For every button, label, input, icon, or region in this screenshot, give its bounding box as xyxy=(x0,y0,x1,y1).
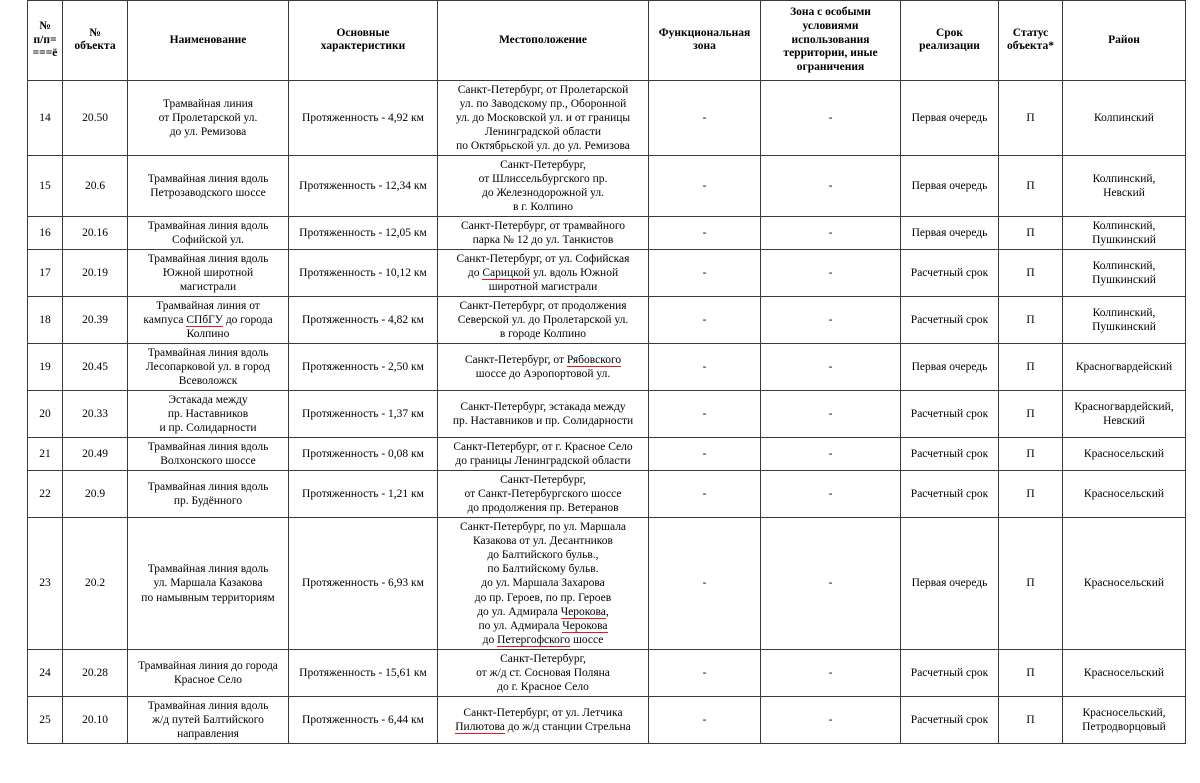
cell-location xyxy=(438,297,649,344)
cell-line: Невский xyxy=(1103,187,1145,200)
cell-district xyxy=(1063,156,1186,217)
cell-text: Санкт-Петербург, по ул. Маршала xyxy=(459,521,627,534)
cell-line xyxy=(441,633,645,647)
column-header-name xyxy=(128,1,289,81)
column-header-line: Функциональная xyxy=(658,26,751,39)
cell-characteristics xyxy=(289,156,438,217)
cell-row-number: 23 xyxy=(28,518,63,649)
cell-object-status: П xyxy=(999,156,1063,217)
cell-line xyxy=(441,619,645,633)
cell-line xyxy=(441,266,645,280)
cell-line: в городе Колпино xyxy=(499,328,587,341)
cell-object-status: П xyxy=(999,297,1063,344)
table-body xyxy=(28,80,1186,743)
cell-line: ул. Маршала Казакова xyxy=(153,577,263,590)
cell-row-number: 18 xyxy=(28,297,63,344)
cell-special-conditions-zone: - xyxy=(761,250,901,297)
cell-line: Трамвайная линия вдоль xyxy=(147,220,269,233)
cell-object-number: 20.2 xyxy=(63,518,128,649)
cell-object-name xyxy=(128,391,289,438)
cell-object-name xyxy=(128,471,289,518)
cell-row-number: 16 xyxy=(28,217,63,250)
cell-line: до ул. Ремизова xyxy=(169,126,247,139)
cell-line: магистрали xyxy=(179,281,237,294)
cell-line: Софийской ул. xyxy=(172,234,244,247)
cell-line: Протяженность - 0,08 км xyxy=(302,448,424,461)
cell-line: Трамвайная линия вдоль xyxy=(147,441,269,454)
column-header-char xyxy=(289,1,438,81)
column-header-line: Район xyxy=(1108,33,1140,46)
cell-line: Колпинский, xyxy=(1092,260,1156,273)
cell-line: Красносельский, xyxy=(1082,706,1166,719)
cell-special-conditions-zone: - xyxy=(761,80,901,155)
cell-line: от Санкт-Петербургского шоссе xyxy=(464,488,622,501)
cell-special-conditions-zone: - xyxy=(761,344,901,391)
cell-line: Невский xyxy=(1103,415,1145,428)
cell-object-name xyxy=(128,80,289,155)
cell-line: Санкт-Петербург, от Пролетарской xyxy=(457,83,629,96)
table-row xyxy=(28,80,1186,155)
cell-text: до xyxy=(467,267,483,280)
cell-object-number: 20.39 xyxy=(63,297,128,344)
cell-line: парка № 12 до ул. Танкистов xyxy=(472,234,614,247)
cell-line: Красное Село xyxy=(173,673,243,686)
cell-functional-zone: - xyxy=(649,696,761,743)
cell-line: Санкт-Петербург, от трамвайного xyxy=(460,220,625,233)
cell-object-name xyxy=(128,156,289,217)
table-row xyxy=(28,250,1186,297)
table-row xyxy=(28,518,1186,649)
cell-location xyxy=(438,391,649,438)
column-header-line: использования xyxy=(791,33,870,46)
cell-functional-zone: - xyxy=(649,471,761,518)
cell-line: Северской ул. до Пролетарской ул. xyxy=(457,314,629,327)
cell-object-name xyxy=(128,438,289,471)
cell-line: по Октябрьской ул. до ул. Ремизова xyxy=(456,140,630,153)
column-header-line: Основные xyxy=(336,26,390,39)
cell-object-name xyxy=(128,649,289,696)
cell-functional-zone: - xyxy=(649,391,761,438)
table-row xyxy=(28,217,1186,250)
cell-text: до ж/д станции Стрельна xyxy=(504,720,631,733)
column-header-line: характеристики xyxy=(320,40,406,53)
cell-special-conditions-zone: - xyxy=(761,471,901,518)
cell-characteristics xyxy=(289,80,438,155)
cell-line: ж/д путей Балтийского xyxy=(152,713,264,726)
cell-object-name xyxy=(128,696,289,743)
cell-line: Колпинский, xyxy=(1092,220,1156,233)
cell-row-number: 24 xyxy=(28,649,63,696)
cell-functional-zone: - xyxy=(649,649,761,696)
cell-line: Пушкинский xyxy=(1092,321,1156,334)
column-header-line: п/п= xyxy=(33,33,57,46)
cell-implementation-term: Расчетный срок xyxy=(901,391,999,438)
cell-text: , xyxy=(605,605,609,618)
cell-line xyxy=(441,520,645,534)
cell-implementation-term: Расчетный срок xyxy=(901,471,999,518)
cell-line xyxy=(441,591,645,605)
spellcheck-underlined-word: Петергофского xyxy=(497,633,571,646)
cell-line: Трамвайная линия до города xyxy=(138,659,278,672)
cell-line: Пушкинский xyxy=(1092,274,1156,287)
cell-line: Санкт-Петербург, от г. Красное Село xyxy=(453,441,633,454)
cell-line: и пр. Солидарности xyxy=(159,422,257,435)
cell-location xyxy=(438,250,649,297)
column-header-obj xyxy=(63,1,128,81)
cell-row-number: 25 xyxy=(28,696,63,743)
spellcheck-underlined-word: Пилютова xyxy=(455,720,505,733)
cell-line: до Железнодорожной ул. xyxy=(482,187,604,200)
cell-line: Пушкинский xyxy=(1092,234,1156,247)
cell-line: Протяженность - 10,12 км xyxy=(299,267,427,280)
column-header-line: условиями xyxy=(802,19,859,32)
cell-text: до пр. Героев, по пр. Героев xyxy=(474,591,612,604)
cell-line: Красногвардейский, xyxy=(1074,401,1174,414)
cell-characteristics xyxy=(289,297,438,344)
cell-location xyxy=(438,156,649,217)
cell-object-status: П xyxy=(999,344,1063,391)
cell-text: Санкт-Петербург, от ул. Софийская xyxy=(456,253,630,266)
cell-line: Красносельский xyxy=(1083,448,1165,461)
cell-text: до Балтийского бульв., xyxy=(487,549,599,562)
cell-object-number: 20.45 xyxy=(63,344,128,391)
cell-line xyxy=(131,299,285,313)
cell-line: Красногвардейский xyxy=(1075,361,1173,374)
cell-functional-zone: - xyxy=(649,518,761,649)
column-header-line: реализации xyxy=(919,40,980,53)
cell-line: Санкт-Петербург, xyxy=(500,474,586,487)
cell-characteristics xyxy=(289,250,438,297)
cell-functional-zone: - xyxy=(649,344,761,391)
cell-characteristics xyxy=(289,217,438,250)
cell-characteristics xyxy=(289,649,438,696)
column-header-line: Зона с особыми xyxy=(790,6,871,18)
table-row xyxy=(28,696,1186,743)
cell-line: Протяженность - 1,21 км xyxy=(302,488,424,501)
cell-object-status: П xyxy=(999,696,1063,743)
planned-objects-table xyxy=(27,0,1186,744)
cell-special-conditions-zone: - xyxy=(761,391,901,438)
cell-line: ул. по Заводскому пр., Оборонной xyxy=(459,98,627,110)
cell-location xyxy=(438,471,649,518)
table-header xyxy=(28,1,1186,81)
cell-line: Протяженность - 12,05 км xyxy=(299,227,427,240)
cell-implementation-term: Первая очередь xyxy=(901,518,999,649)
cell-line xyxy=(441,534,645,548)
cell-text: до ул. Маршала Захарова xyxy=(481,577,605,590)
cell-location xyxy=(438,438,649,471)
cell-line: Эстакада между xyxy=(168,394,248,407)
cell-district xyxy=(1063,696,1186,743)
cell-characteristics xyxy=(289,344,438,391)
cell-functional-zone: - xyxy=(649,80,761,155)
cell-text: кампуса xyxy=(143,314,187,327)
cell-line: Колпинский, xyxy=(1092,307,1156,320)
cell-district xyxy=(1063,297,1186,344)
cell-row-number: 17 xyxy=(28,250,63,297)
cell-line: Санкт-Петербург, эстакада между xyxy=(460,401,626,414)
cell-line: пр. Наставников и пр. Солидарности xyxy=(452,415,634,428)
cell-district xyxy=(1063,649,1186,696)
cell-line: Красносельский xyxy=(1083,666,1165,679)
cell-special-conditions-zone: - xyxy=(761,156,901,217)
cell-line: пр. Будённого xyxy=(173,495,243,508)
cell-district xyxy=(1063,471,1186,518)
cell-implementation-term: Первая очередь xyxy=(901,156,999,217)
cell-implementation-term: Расчетный срок xyxy=(901,696,999,743)
cell-text: шоссе xyxy=(570,633,604,646)
cell-line: до границы Ленинградской области xyxy=(455,455,631,468)
cell-line: Трамвайная линия вдоль xyxy=(147,173,269,186)
table-row xyxy=(28,156,1186,217)
cell-location xyxy=(438,217,649,250)
cell-line: Трамвайная линия вдоль xyxy=(147,481,269,494)
cell-line: от ж/д ст. Сосновая Поляна xyxy=(476,666,610,679)
cell-line: Протяженность - 4,92 км xyxy=(302,112,424,125)
cell-district xyxy=(1063,344,1186,391)
column-header-status xyxy=(999,1,1063,81)
cell-characteristics xyxy=(289,438,438,471)
column-header-line: № xyxy=(89,26,101,39)
cell-line xyxy=(441,280,645,294)
cell-line xyxy=(131,327,285,341)
cell-text: Санкт-Петербург, от ул. Летчика xyxy=(463,706,623,719)
cell-line: Красносельский xyxy=(1083,488,1165,501)
cell-object-status: П xyxy=(999,649,1063,696)
cell-text: до ул. Адмирала xyxy=(477,605,561,618)
table-row xyxy=(28,344,1186,391)
cell-line: направления xyxy=(177,727,239,740)
column-header-line: объекта* xyxy=(1007,40,1054,53)
cell-functional-zone: - xyxy=(649,438,761,471)
cell-line xyxy=(131,313,285,327)
cell-text: до xyxy=(482,633,498,646)
cell-object-number: 20.9 xyxy=(63,471,128,518)
cell-line: ул. до Московской ул. и от границы xyxy=(455,112,631,125)
cell-implementation-term: Первая очередь xyxy=(901,80,999,155)
cell-functional-zone: - xyxy=(649,217,761,250)
cell-text: широтной магистрали xyxy=(488,281,598,294)
table-row xyxy=(28,391,1186,438)
cell-special-conditions-zone: - xyxy=(761,297,901,344)
cell-text: по ул. Адмирала xyxy=(478,619,563,632)
cell-line xyxy=(441,252,645,266)
column-header-line: территории, иные xyxy=(783,47,878,60)
cell-row-number: 14 xyxy=(28,80,63,155)
cell-functional-zone: - xyxy=(649,297,761,344)
column-header-loc xyxy=(438,1,649,81)
cell-line xyxy=(441,367,645,381)
cell-district xyxy=(1063,391,1186,438)
column-header-district xyxy=(1063,1,1186,81)
cell-line xyxy=(441,576,645,590)
cell-line: Протяженность - 2,50 км xyxy=(302,361,424,374)
cell-district xyxy=(1063,217,1186,250)
cell-line: Волхонского шоссе xyxy=(160,455,256,468)
column-header-line: Наименование xyxy=(169,33,247,46)
cell-line: Трамвайная линия вдоль xyxy=(147,563,269,576)
cell-location xyxy=(438,344,649,391)
cell-object-name xyxy=(128,297,289,344)
cell-row-number: 15 xyxy=(28,156,63,217)
spellcheck-underlined-word: Черокова xyxy=(562,619,608,632)
cell-line: до г. Красное Село xyxy=(497,680,589,693)
cell-characteristics xyxy=(289,696,438,743)
cell-text: шоссе до Аэропортовой ул. xyxy=(475,368,611,381)
cell-object-status: П xyxy=(999,217,1063,250)
cell-functional-zone: - xyxy=(649,156,761,217)
cell-line: Протяженность - 1,37 км xyxy=(302,408,424,421)
cell-line: Протяженность - 4,82 км xyxy=(302,314,424,327)
cell-location xyxy=(438,518,649,649)
cell-object-name xyxy=(128,344,289,391)
cell-line: Колпинский xyxy=(1094,112,1154,125)
cell-implementation-term: Расчетный срок xyxy=(901,250,999,297)
cell-line: Трамвайная линия вдоль xyxy=(147,699,269,712)
column-header-line: ограничения xyxy=(796,61,865,74)
cell-text: Казакова от ул. Десантников xyxy=(473,535,613,548)
cell-object-number: 20.19 xyxy=(63,250,128,297)
cell-object-status: П xyxy=(999,438,1063,471)
cell-line: в г. Колпино xyxy=(512,201,574,214)
cell-line: Южной широтной xyxy=(162,267,254,280)
cell-line: Протяженность - 6,44 км xyxy=(302,713,424,726)
table-row xyxy=(28,471,1186,518)
cell-line: Петрозаводского шоссе xyxy=(150,187,266,200)
column-header-num xyxy=(28,1,63,81)
cell-text: Колпино xyxy=(186,328,230,341)
cell-object-status: П xyxy=(999,80,1063,155)
cell-object-number: 20.10 xyxy=(63,696,128,743)
cell-line xyxy=(441,548,645,562)
cell-implementation-term: Расчетный срок xyxy=(901,438,999,471)
table-header-row xyxy=(28,1,1186,81)
column-header-line: зона xyxy=(693,40,716,53)
cell-line: Трамвайная линия вдоль xyxy=(147,253,269,266)
cell-district xyxy=(1063,518,1186,649)
cell-district xyxy=(1063,250,1186,297)
cell-line: Протяженность - 6,93 км xyxy=(302,577,424,590)
cell-functional-zone: - xyxy=(649,250,761,297)
table-row xyxy=(28,649,1186,696)
column-header-line: № xyxy=(39,19,51,32)
column-header-special xyxy=(761,1,901,81)
cell-implementation-term: Расчетный срок xyxy=(901,649,999,696)
column-header-line: Статус xyxy=(1012,26,1049,39)
table-row xyxy=(28,297,1186,344)
cell-text: ул. вдоль Южной xyxy=(530,267,619,280)
cell-special-conditions-zone: - xyxy=(761,518,901,649)
cell-characteristics xyxy=(289,518,438,649)
cell-text: до города xyxy=(222,314,273,327)
cell-object-number: 20.16 xyxy=(63,217,128,250)
cell-row-number: 21 xyxy=(28,438,63,471)
cell-line: Ленинградской области xyxy=(484,126,602,139)
cell-line xyxy=(441,562,645,576)
cell-line xyxy=(441,720,645,734)
cell-object-name xyxy=(128,518,289,649)
column-header-line: Срок xyxy=(935,26,964,39)
table-row xyxy=(28,438,1186,471)
cell-object-status: П xyxy=(999,250,1063,297)
cell-object-number: 20.49 xyxy=(63,438,128,471)
cell-implementation-term: Первая очередь xyxy=(901,344,999,391)
spellcheck-underlined-word: Рябовского xyxy=(566,354,622,367)
cell-line: Красносельский xyxy=(1083,577,1165,590)
cell-object-status: П xyxy=(999,518,1063,649)
cell-location xyxy=(438,80,649,155)
column-header-line: ===ё xyxy=(32,47,58,60)
cell-special-conditions-zone: - xyxy=(761,217,901,250)
cell-line: Протяженность - 12,34 км xyxy=(299,180,427,193)
cell-object-number: 20.33 xyxy=(63,391,128,438)
cell-object-number: 20.28 xyxy=(63,649,128,696)
cell-line: Всеволожск xyxy=(178,375,238,388)
cell-line: Петродворцовый xyxy=(1082,720,1166,733)
cell-special-conditions-zone: - xyxy=(761,649,901,696)
cell-characteristics xyxy=(289,391,438,438)
cell-object-number: 20.6 xyxy=(63,156,128,217)
column-header-term xyxy=(901,1,999,81)
spellcheck-underlined-word: Черокова xyxy=(560,605,606,618)
cell-text: по Балтийскому бульв. xyxy=(487,563,599,576)
spellcheck-underlined-word: СПбГУ xyxy=(186,314,223,327)
cell-object-number: 20.50 xyxy=(63,80,128,155)
cell-text: Санкт-Петербург, от xyxy=(464,354,567,367)
cell-line xyxy=(441,706,645,720)
cell-line: Трамвайная линия вдоль xyxy=(147,347,269,360)
cell-object-status: П xyxy=(999,471,1063,518)
cell-line: по намывным территориям xyxy=(141,591,275,604)
cell-row-number: 22 xyxy=(28,471,63,518)
cell-implementation-term: Первая очередь xyxy=(901,217,999,250)
cell-line: до продолжения пр. Ветеранов xyxy=(467,502,619,515)
cell-line: Протяженность - 15,61 км xyxy=(299,666,427,679)
cell-location xyxy=(438,696,649,743)
cell-implementation-term: Расчетный срок xyxy=(901,297,999,344)
cell-special-conditions-zone: - xyxy=(761,438,901,471)
column-header-zone xyxy=(649,1,761,81)
cell-text: Трамвайная линия от xyxy=(156,300,260,313)
cell-line: Колпинский, xyxy=(1092,173,1156,186)
cell-object-name xyxy=(128,217,289,250)
cell-line: Санкт-Петербург, от продолжения xyxy=(459,300,627,313)
column-header-line: Местоположение xyxy=(498,33,588,46)
cell-location xyxy=(438,649,649,696)
cell-line: Санкт-Петербург, xyxy=(500,652,586,665)
cell-line: от Шлиссельбургского пр. xyxy=(478,173,608,186)
cell-object-name xyxy=(128,250,289,297)
cell-row-number: 19 xyxy=(28,344,63,391)
cell-line: Лесопарковой ул. в город xyxy=(145,361,271,374)
cell-line xyxy=(441,605,645,619)
spellcheck-underlined-word: Сарицкой xyxy=(482,267,531,280)
cell-line: Санкт-Петербург, xyxy=(500,159,586,172)
cell-district xyxy=(1063,80,1186,155)
cell-line: пр. Наставников xyxy=(167,408,249,421)
cell-special-conditions-zone: - xyxy=(761,696,901,743)
cell-object-status: П xyxy=(999,391,1063,438)
cell-line: Трамвайная линия xyxy=(162,98,254,110)
cell-line xyxy=(441,353,645,367)
cell-characteristics xyxy=(289,471,438,518)
cell-line: от Пролетарской ул. xyxy=(158,112,258,125)
cell-district xyxy=(1063,438,1186,471)
cell-row-number: 20 xyxy=(28,391,63,438)
column-header-line: объекта xyxy=(74,40,116,53)
